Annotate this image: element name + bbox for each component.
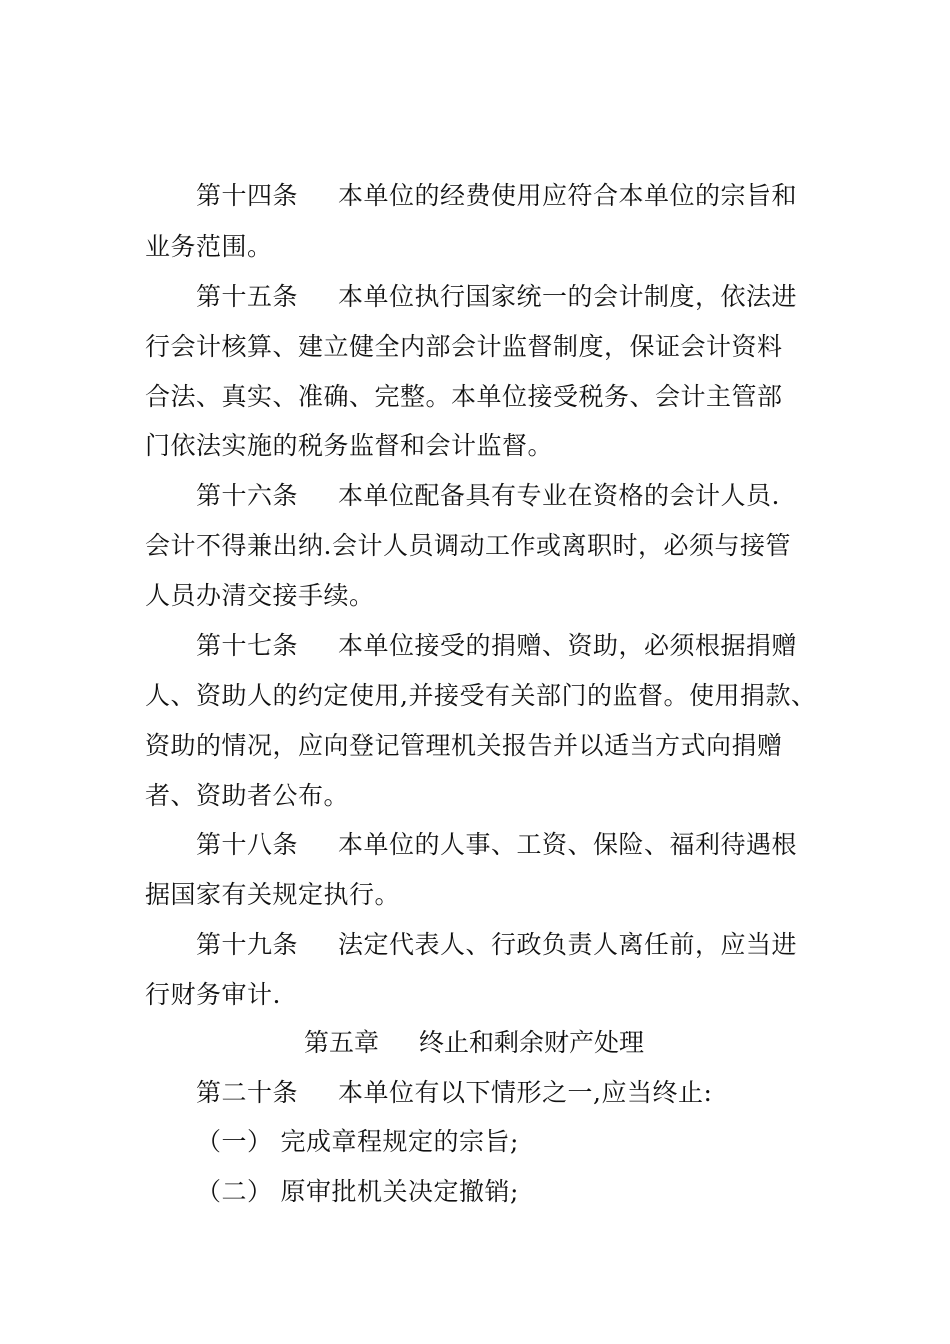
article-15-line-3: 合法、真实、准确、完整。本单位接受税务、会计主管部 (145, 382, 783, 411)
article-number: 第十八条 (196, 830, 299, 859)
article-text: 本单位的经费使用应符合本单位的宗旨和 (338, 181, 798, 210)
article-text: 本单位有以下情形之一,应当终止: (338, 1078, 713, 1107)
article-number: 第十六条 (196, 481, 299, 510)
article-18-line-1 (196, 829, 797, 861)
article-19-line-1 (196, 929, 797, 961)
list-item (196, 1126, 519, 1158)
article-18-line-2: 据国家有关规定执行。 (145, 880, 401, 909)
article-16-line-3: 人员办清交接手续。 (145, 581, 375, 610)
article-17-line-1 (196, 630, 797, 662)
article-number: 第十四条 (196, 181, 299, 210)
article-text: 本单位的人事、工资、保险、福利待遇根 (338, 830, 798, 859)
article-text: 法定代表人、行政负责人离任前，应当进 (338, 930, 798, 959)
article-15-line-4: 门依法实施的税务监督和会计监督。 (145, 431, 554, 460)
article-19-line-2: 行财务审计. (145, 980, 281, 1009)
list-item-text: 完成章程规定的宗旨; (280, 1127, 519, 1156)
article-16-line-1 (196, 480, 780, 512)
article-17-line-4: 者、资助者公布。 (145, 781, 350, 810)
list-item-mark: （二） (196, 1177, 273, 1206)
article-number: 第二十条 (196, 1078, 299, 1107)
chapter-heading (304, 1027, 644, 1059)
article-17-line-3: 资助的情况，应向登记管理机关报告并以适当方式向捐赠 (145, 731, 783, 760)
article-number: 第十七条 (196, 631, 299, 660)
list-item-mark: （一） (196, 1127, 273, 1156)
chapter-title: 终止和剩余财产处理 (419, 1028, 645, 1057)
chapter-number: 第五章 (304, 1028, 380, 1057)
article-17-line-2: 人、资助人的约定使用,并接受有关部门的监督。使用捐款、 (145, 681, 817, 710)
article-text: 本单位执行国家统一的会计制度，依法进 (338, 282, 798, 311)
article-text: 本单位接受的捐赠、资助，必须根据捐赠 (338, 631, 798, 660)
list-item (196, 1176, 519, 1208)
list-item-text: 原审批机关决定撤销; (280, 1177, 519, 1206)
article-15-line-1 (196, 281, 797, 313)
article-16-line-2: 会计不得兼出纳.会计人员调动工作或离职时，必须与接管 (145, 531, 791, 560)
article-14-line-2: 业务范围。 (145, 232, 273, 261)
article-20-line-1 (196, 1077, 712, 1109)
article-text: 本单位配备具有专业在资格的会计人员. (338, 481, 780, 510)
article-number: 第十九条 (196, 930, 299, 959)
article-number: 第十五条 (196, 282, 299, 311)
article-14-line-1 (196, 180, 797, 212)
article-15-line-2: 行会计核算、建立健全内部会计监督制度，保证会计资料 (145, 332, 783, 361)
